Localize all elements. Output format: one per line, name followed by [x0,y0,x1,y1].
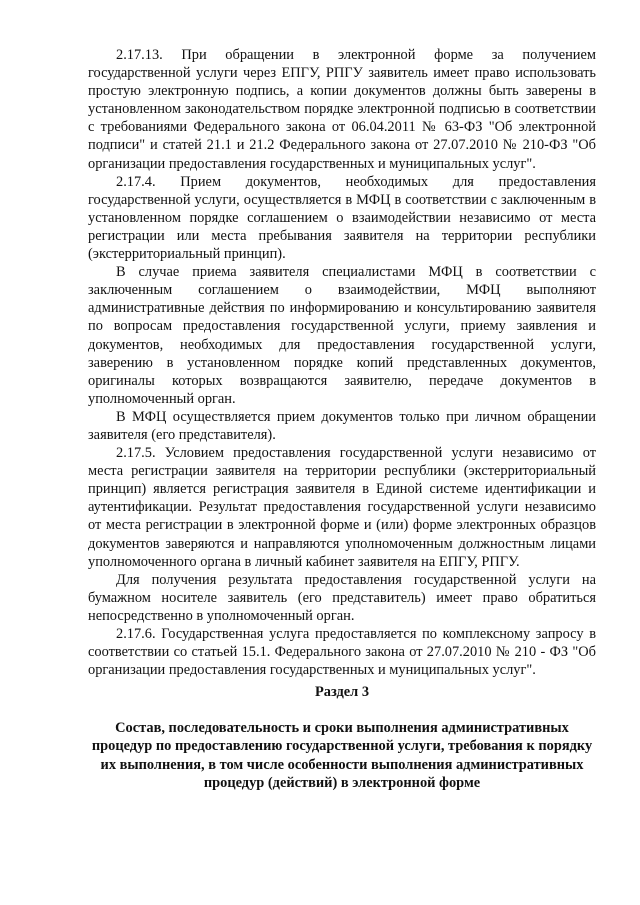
paragraph-2-17-6: 2.17.6. Государственная услуга предоставляется по комплексному запросу в соответствии со статьей 15.1. Федерального закона от 27.07.2010 № 210 - ФЗ "Об организации предоставления государственных и муниципальных услуг". [88,626,596,679]
section-title: Состав, последовательность и сроки выполнения административных процедур по предоставлению государственной услуги, требования к порядку их выполнения, в том числе особенности выполнения административных процедур (действий) в электронной форме [91,720,593,791]
paragraph-2-17-5: 2.17.5. Условием предоставления государственной услуги независимо от места регистрации заявителя на территории республики (экстерриториальный принцип) является регистрация заявителя в Единой системе идентификации и аутентификации. Результат предоставления государственной услуги независимо от места регистрации в электронной форме и (или) форме электронных образцов документов заверяются и направляются уполномоченным должностным лицами уполномоченного органа в личный кабинет заявителя на ЕПГУ, РПГУ. [88,445,596,570]
document-body [88,46,596,792]
paragraph-mfc-personal: В МФЦ осуществляется прием документов только при личном обращении заявителя (его представителя). [88,408,596,443]
paragraph-paper-result: Для получения результата предоставления государственной услуги на бумажном носителе заявитель (его представитель) имеет право обратиться непосредственно в уполномоченный орган. [88,571,596,624]
paragraph-2-17-4: 2.17.4. Прием документов, необходимых для предоставления государственной услуги, осуществляется в МФЦ в соответствии с заключенным в установленном порядке соглашением о взаимодействии независимо от места регистрации или места пребывания заявителя на территории республики (экстерриториальный принцип). [88,173,596,263]
paragraph-2-17-13: 2.17.13. При обращении в электронной форме за получением государственной услуги через ЕПГУ, РПГУ заявитель имеет право использовать простую электронную подпись, а копии документов должны быть заверены в установленном законодательством порядке электронной подписью в соответствии с требованиями Федерального закона от 06.04.2011 № 63-ФЗ "Об электронной подписи" и статей 21.1 и 21.2 Федерального закона от 27.07.2010 № 210-ФЗ "Об организации предоставления государственных и муниципальных услуг". [88,47,596,172]
paragraph-mfc-reception: В случае приема заявителя специалистами МФЦ в соответствии с заключенным соглашением о взаимодействии, МФЦ выполняют административные действия по информированию и консультированию заявителя по вопросам предоставления государственной услуги, приему заявления и документов, необходимых для предоставления государственной услуги, заверению в установленном порядке копий представленных документов, оригиналы которых возвращаются заявителю, передаче документов в уполномоченный орган. [88,264,596,407]
section-number: Раздел 3 [314,684,370,701]
